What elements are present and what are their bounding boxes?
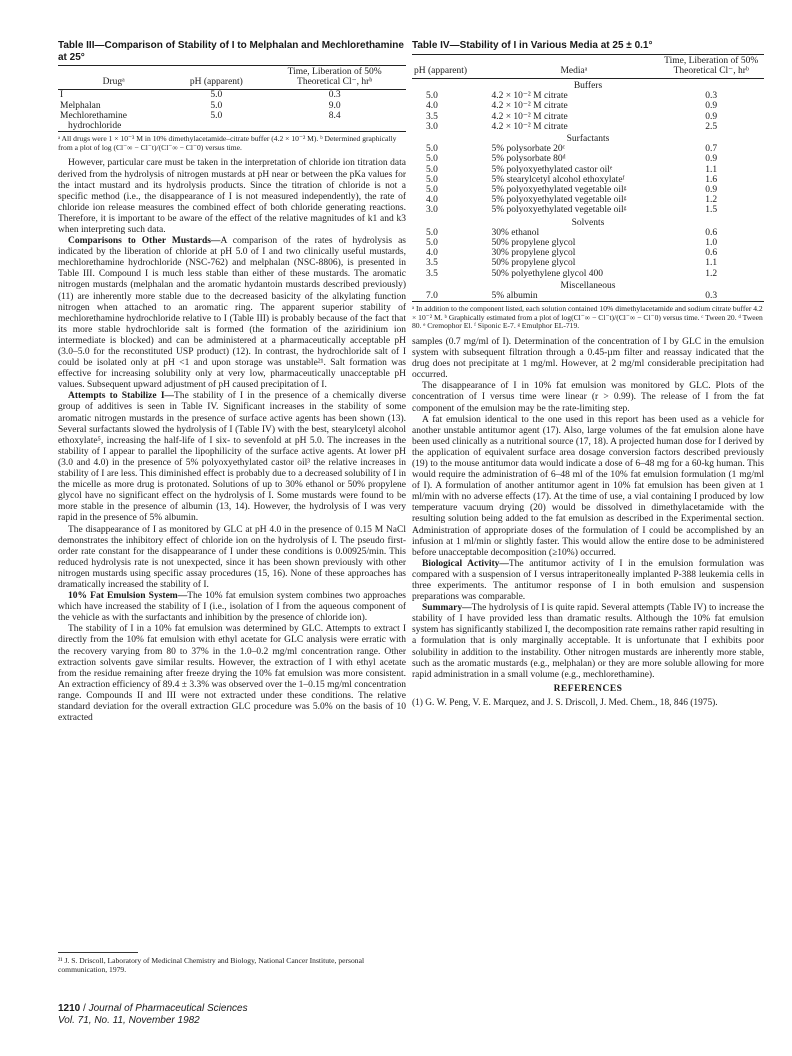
table-iii-header-time: Time, Liberation of 50% Theoretical Cl⁻, hrᵇ	[287, 67, 382, 88]
table-row	[58, 90, 406, 101]
body-paragraph	[412, 603, 764, 681]
body-paragraph	[58, 591, 406, 624]
body-paragraph	[412, 337, 764, 381]
table-iv-header-time: Time, Liberation of 50% Theoretical Cl⁻, hrᵇ	[664, 55, 759, 76]
section-heading: Attempts to Stabilize I—	[68, 391, 175, 402]
table-row	[412, 175, 764, 185]
table-iv-cell: 5% polyoxyethylated vegetable oilᵍ	[491, 195, 627, 206]
table-iv-cell: 5% polyoxyethylated castor oilᵉ	[491, 164, 613, 175]
body-paragraph	[58, 624, 406, 724]
table-iv-cell: 4.2 × 10⁻² M citrate	[491, 121, 568, 132]
table-iv-section-row	[412, 279, 764, 291]
table-row	[412, 228, 764, 238]
paragraph-text: A fat emulsion identical to the one used in this report has been used as a vehicle for another unstable antitumor agent (17). Also, large volumes of the fat emulsion alone have been used clinically as a nutritional source (17, 18). A projected human dose for I derived by the application of equivalent surface area dosage conversion factors described previously (19) to the mouse antitumor data would indicate a dose of 6–48 mg for a 60-kg human. This would require the administration of 6–48 ml of the 10% fat emulsion formulation (1 mg/ml of I). A formulation of another antitumor agent in 10% fat emulsion has been given at 1 ml/min with no adverse effects (17). At the time of use, a vial containing I produced by low temperature vacuum drying (20) would be dissolved in dimethylacetamide with the resulting solution being added to the fat emulsion as described in the Experimental section. Administration of appropriate doses of the formulation of I could be accomplished by an infusion at 1 ml/min or slightly faster. This would allow the entire dose to be administered before unacceptable decomposition (≥10%) occurred.	[412, 414, 764, 558]
table-iv-cell: 5% polyoxyethylated vegetable oilᵍ	[491, 184, 627, 195]
footnote-21: ²¹ J. S. Driscoll, Laboratory of Medicinal Chemistry and Biology, National Cancer Institute, personal communication, 1979.	[58, 956, 365, 974]
table-iv-cell: 5.0	[426, 174, 438, 185]
table-iv-cell: 0.3	[705, 290, 718, 301]
body-paragraph	[58, 391, 406, 524]
table-iv-cell: 0.9	[705, 154, 718, 165]
table-iv-cell: 4.0	[426, 101, 438, 112]
journal-issue: Vol. 71, No. 11, November 1982	[58, 1015, 200, 1026]
table-row	[412, 91, 764, 101]
table-iv-title: Table IV—Stability of I in Various Media at 25 ± 0.1°	[412, 40, 653, 51]
table-iii-header-drug: Drugᵃ	[102, 77, 125, 88]
left-column	[58, 40, 406, 724]
table-iv-section-label: Buffers	[573, 80, 603, 91]
table-row	[412, 122, 764, 132]
table-iv-cell: 1.6	[705, 174, 718, 185]
table-row	[412, 101, 764, 111]
section-heading: 10% Fat Emulsion System—	[68, 591, 188, 602]
table-row	[412, 154, 764, 164]
table-iv-cell: 5% polysorbate 20ᶜ	[491, 144, 566, 155]
table-iv-header-media: Mediaᵃ	[560, 65, 588, 76]
table-iv-cell: 4.2 × 10⁻² M citrate	[491, 101, 568, 112]
paragraph-text: The disappearance of I in 10% fat emulsion was monitored by GLC. Plots of the concentration of I versus time were linear (r > 0.99). The release of I from the fat component of the emulsion may be the rate-limiting step.	[412, 381, 764, 414]
table-row	[412, 258, 764, 268]
table-row	[412, 185, 764, 195]
table-iv-cell: 3.0	[426, 205, 438, 216]
table-iii	[58, 65, 406, 132]
table-row	[58, 111, 406, 132]
references-heading: REFERENCES	[553, 683, 623, 694]
paragraph-text: The disappearance of I as monitored by GLC at pH 4.0 in the presence of 0.15 M NaCl demonstrates the inhibitory effect of chloride ion on the hydrolysis of I. The pseudo first-order rate constant for the disappearance of I under these conditions is 0.00925/min. This reduced hydrolysis rate is not unexpected, since it has been shown previously with other nitrogen mustards using specific assay procedures (15, 16). None of these approaches has dramatically increased the stability of I.	[58, 524, 406, 590]
reference-item: (1) G. W. Peng, V. E. Marquez, and J. S. Driscoll, J. Med. Chem., 18, 846 (1975).	[412, 697, 718, 708]
table-iv-cell: 5.0	[426, 227, 438, 238]
table-iv-cell: 3.5	[426, 111, 438, 122]
table-iii-cell: 5.0	[210, 110, 223, 121]
table-iv-cell: 0.3	[705, 91, 718, 102]
table-iv-cell: 5.0	[426, 91, 438, 102]
table-iv-cell: 5.0	[426, 237, 438, 248]
right-column	[412, 40, 764, 709]
table-iv-cell: 0.6	[705, 248, 718, 259]
table-iii-header-ph: pH (apparent)	[189, 77, 243, 88]
section-heading: Comparisons to Other Mustards—	[68, 236, 221, 247]
table-iv-cell: 5.0	[426, 154, 438, 165]
table-iv-cell: 0.9	[705, 101, 718, 112]
table-iv-cell: 5.0	[426, 164, 438, 175]
paragraph-text: The stability of I in the presence of a chemically diverse group of additives is seen in Table IV. Significant increases in the stability of some aromatic nitrogen mustards in the presence of surface active agents has been shown (13). Several surfactants slowed the hydrolysis of I (Table IV) with the best, stearylcetyl alcohol ethoxylate⁵, increasing the half-life of I six- to sevenfold at pH 5.0. The increases in the stability of I appear to parallel the lipophilicity of the surface active agents. At lower pH (3.0 and 4.0) in the presence of 5% polyoxyethylated castor oil³ the relative increases in stability of I are less. This diminished effect is probably due to a decreased solubility of I in the micelle as more drug is protonated. Solutions of up to 30% ethanol or 50% propylene glycol have no significant effect on the hydrolysis of I. Some mustards were found to be more stable in the presence of albumin (13, 14). However, the hydrolysis of I was very rapid in the presence of 5% albumin.	[58, 391, 407, 524]
footnote-divider	[58, 952, 138, 953]
table-iv-cell: 50% polyethylene glycol 400	[491, 268, 604, 279]
table-iv-cell: 1.2	[705, 195, 718, 206]
table-iv-cell: 2.5	[705, 121, 718, 132]
table-iv-cell: 50% propylene glycol	[491, 258, 576, 269]
table-row	[412, 269, 764, 279]
table-iv-cell: 0.9	[705, 184, 718, 195]
table-iv-cell: 4.0	[426, 248, 438, 259]
table-row	[412, 248, 764, 258]
table-row	[412, 165, 764, 175]
table-iv-cell: 3.5	[426, 258, 438, 269]
table-iii-cell: 0.3	[328, 90, 341, 101]
table-row	[412, 144, 764, 154]
body-paragraph	[58, 236, 406, 391]
section-heading: Summary—	[422, 603, 472, 614]
paragraph-text: However, particular care must be taken in the interpretation of chloride ion titration data derived from the hydrolysis of nitrogen mustards at pH near or between the pKa values for the intact mustard and its hydrolysis products. Since the titration of chloride is not a specific method (i.e., the disappearance of I is not measured independently), the rate of chloride ion release measures the combined effect of both chloride generating reactions. Therefore, it is important to be aware of the effect of the relative magnitudes of k1 and k3 when interpreting such data.	[58, 158, 406, 235]
paragraph-text: The stability of I in a 10% fat emulsion was determined by GLC. Attempts to extract I directly from the 10% fat emulsion with ethyl acetate for GLC analysis were erratic with the recovery varying from 80 to 37% in the 1.0–0.2 mg/ml concentration range. Other extraction solvents gave similar results. However, the extraction of I with ethyl acetate from the residue remaining after freeze drying the 10% fat emulsion was more consistent. An extraction efficiency of 89.4 ± 3.3% was observed over the 1–0.15 mg/ml concentration range. Compounds II and III were not extracted under these conditions. The relative standard deviation for the overall extraction GLC procedure was 5.0% on the basis of 10 extracted	[58, 624, 406, 724]
table-iv-body	[412, 78, 764, 301]
paragraph-text: samples (0.7 mg/ml of I). Determination of the concentration of I by GLC in the emulsion system with subsequent filtration through a 0.45-µm filter and reassay indicated that the drug does not precipitate at 1 mg/ml. However, at 2 mg/ml considerable precipitation had occurred.	[412, 336, 764, 381]
running-footer: 1210 / Journal of Pharmaceutical Sciences Vol. 71, No. 11, November 1982	[58, 1003, 248, 1026]
table-iv-cell: 3.0	[426, 121, 438, 132]
table-iii-cell: I	[60, 90, 64, 101]
paragraph-text: The 10% fat emulsion system combines two approaches which have increased the stability of I (i.e., isolation of I from the aqueous component of the vehicle as with the surfactants and inhibition by the presence of chloride ion).	[58, 591, 406, 624]
body-paragraph	[412, 559, 764, 603]
body-paragraph	[412, 415, 764, 559]
table-iv-section-row	[412, 216, 764, 228]
table-iv	[412, 54, 764, 303]
section-heading: Biological Activity—	[422, 558, 509, 569]
table-iv-cell: 0.9	[705, 111, 718, 122]
table-iii-cell: Mechlorethamine hydrochloride	[60, 110, 128, 132]
table-iv-section-row	[412, 78, 764, 91]
journal-name: Journal of Pharmaceutical Sciences	[88, 1003, 248, 1014]
table-iv-cell: 5% polysorbate 80ᵈ	[491, 154, 566, 165]
paragraph-text: A comparison of the rates of hydrolysis as indicated by the liberation of chloride at pH 5.0 of I and two clinically useful mustards, mechlorethamine hydrochloride (NSC-762) and melphalan (NSC-8806), is presented in Table III. Compound I is much less stable than either of these mustards. The aromatic nitrogen mustards (melphalan and the aromatic hydantoin mustards described previously) (11) are inherently more stable due to the decreased basicity of the alkylating function nitrogen when attached to an aromatic ring. The apparent superior stability of mechlorethamine hydrochloride relative to I (Table III) is probably because of the fact that its more stable hydrochloride salt is formed (the formation of the aziridinium ion intermediate is blocked) and can be administered at a pharmaceutically acceptable pH (3.0–5.0 for the reconstituted USP product) (12). In contrast, the hydrochloride salt of I could be isolated only at pH <1 and upon storage was unstable²¹. Salt formation was effective for increasing solubility only at very low, pharmaceutically unacceptable pH values. Subsequent upward adjustment of pH caused precipitation of I.	[58, 236, 406, 391]
table-iii-cell: 8.4	[328, 110, 341, 121]
paragraph-text: The hydrolysis of I is quite rapid. Several attempts (Table IV) to increase the stability of I have provided less than dramatic results. Although the 10% fat emulsion system has significantly stabilized I, the decomposition rate remains rather rapid resulting in a formulation that is only marginally acceptable. It is unfortunate that I exhibits poor solubility in addition to the instability. Other nitrogen mustards are inherently more stable, such as the aromatic mustards (e.g., melphalan) or they are more soluble allowing for more rapid administration in a small volume (e.g., mechlorethamine).	[412, 603, 764, 680]
body-paragraph	[58, 525, 406, 592]
table-iv-section-label: Solvents	[571, 217, 605, 228]
table-row	[412, 112, 764, 122]
table-iii-cell: 5.0	[210, 90, 223, 101]
body-paragraph	[58, 158, 406, 236]
table-iv-cell: 1.0	[705, 237, 718, 248]
table-iv-cell: 5% polyoxyethylated vegetable oilᵍ	[491, 205, 627, 216]
table-row	[412, 205, 764, 215]
table-iii-footnote: ᵃ All drugs were 1 × 10⁻³ M in 10% dimethylacetamide–citrate buffer (4.2 × 10⁻² M). ᵇ Determined graphically from a plot of log (Cl⁻∞ − Cl⁻t)/(Cl⁻∞ − Cl⁻0) versus time.	[58, 134, 397, 152]
body-paragraph	[412, 381, 764, 414]
table-iii-cell: 9.0	[328, 100, 341, 111]
paragraph-text: The antitumor activity of I in the emulsion formulation was compared with a suspension of I versus intraperitoneally implanted P-388 leukemia cells in three experiments. The antitumor response of I in both emulsion and suspension preparations was comparable.	[412, 558, 764, 603]
table-row	[58, 101, 406, 111]
table-iv-cell: 5% stearylcetyl alcohol ethoxylateᶠ	[491, 174, 625, 185]
table-iv-cell: 1.5	[705, 205, 718, 216]
table-iv-cell: 7.0	[426, 290, 438, 301]
table-iv-cell: 4.2 × 10⁻² M citrate	[491, 111, 568, 122]
page-number: 1210	[58, 1003, 81, 1014]
right-body-text	[412, 337, 764, 681]
table-iv-section-row	[412, 132, 764, 144]
table-iv-cell: 30% propylene glycol	[491, 248, 576, 259]
table-iii-title: Table III—Comparison of Stability of I to Melphalan and Mechlorethamine at 25°	[58, 40, 404, 63]
table-iii-cell: Melphalan	[60, 100, 101, 111]
table-iv-cell: 3.5	[426, 268, 438, 279]
table-row	[412, 195, 764, 205]
table-iv-cell: 30% ethanol	[491, 227, 540, 238]
table-iv-cell: 1.2	[705, 268, 718, 279]
table-iv-cell: 5.0	[426, 184, 438, 195]
table-iv-cell: 1.1	[705, 164, 718, 175]
table-iii-cell: 5.0	[210, 100, 223, 111]
table-iv-cell: 5.0	[426, 144, 438, 155]
table-iv-section-label: Miscellaneous	[560, 280, 616, 291]
table-iv-cell: 5% albumin	[491, 290, 538, 301]
table-iv-cell: 4.0	[426, 195, 438, 206]
table-iv-section-label: Surfactants	[566, 133, 610, 144]
table-row	[412, 291, 764, 302]
table-iv-cell: 50% propylene glycol	[491, 237, 576, 248]
table-iv-cell: 0.7	[705, 144, 718, 155]
table-iv-cell: 4.2 × 10⁻² M citrate	[491, 91, 568, 102]
table-iv-cell: 1.1	[705, 258, 718, 269]
table-iv-header-ph: pH (apparent)	[414, 65, 468, 76]
table-row	[412, 238, 764, 248]
table-iv-cell: 0.6	[705, 227, 718, 238]
left-body-text	[58, 158, 406, 724]
table-iv-footnote: ᵃ In addition to the component listed, each solution contained 10% dimethylacetamide and sodium citrate buffer 4.2 × 10⁻² M. ᵇ Graphically estimated from a plot of log(Cl⁻∞ − Cl⁻t)/(Cl⁻∞ − Cl⁻0) versus time. ᶜ Tween 20. ᵈ Tween 80. ᵉ Cremophor El. ᶠ Siponic E-7. ᵍ Emulphor EL-719.	[412, 304, 763, 331]
